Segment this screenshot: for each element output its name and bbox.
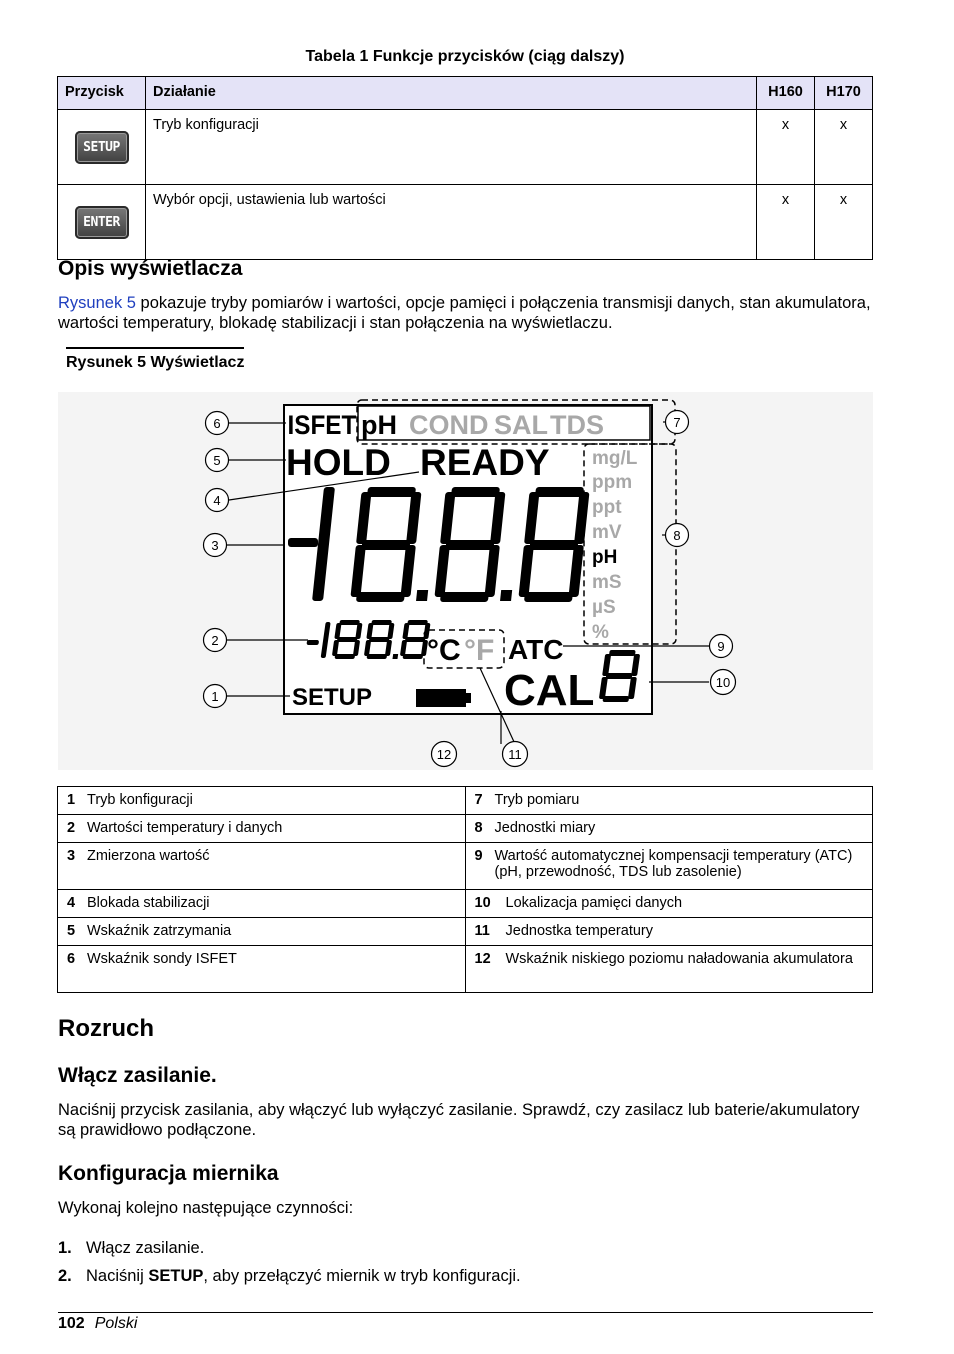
legend-text: Wskaźnik niskiego poziomu naładowania akumulatora xyxy=(505,951,853,967)
callout-number: 1 xyxy=(211,689,219,704)
setup-key-icon: SETUP xyxy=(75,131,129,164)
legend-text: Wartości temperatury i danych xyxy=(87,820,283,836)
callout-number: 11 xyxy=(508,747,522,762)
table-row: 2 Wartości temperatury i danych 8 Jednostki miary xyxy=(58,815,873,843)
power-on-heading: Włącz zasilanie. xyxy=(58,1064,217,1087)
unit-ph: pH xyxy=(592,547,618,568)
callout-number: 2 xyxy=(211,633,219,648)
page-footer xyxy=(58,1312,873,1333)
legend-text: Jednostka temperatury xyxy=(505,923,653,939)
column-header: Działanie xyxy=(146,77,757,110)
table-row xyxy=(58,110,873,185)
display-figure xyxy=(58,392,873,770)
atc-indicator: ATC xyxy=(508,634,564,665)
legend-text: Wskaźnik zatrzymania xyxy=(87,923,232,939)
callout-number: 4 xyxy=(213,493,221,508)
callout-number: 7 xyxy=(673,415,681,430)
callout-number: 10 xyxy=(715,675,731,690)
callout-number: 3 xyxy=(211,538,219,553)
celsius-indicator: °C xyxy=(427,634,461,667)
display-section-text: Rysunek 5 pokazuje tryby pomiarów i wartości, opcje pamięci i połączenia transmisji danych, stan akumulatora, wartości temperatury, blokadę stabilizacji i stan połączenia na wyświetlaczu. xyxy=(58,294,871,332)
column-header: H170 xyxy=(815,77,873,110)
mode-sal: SAL xyxy=(494,410,548,440)
h170-cell: x xyxy=(815,185,873,260)
unit-us: µS xyxy=(592,597,616,618)
unit-mv: mV xyxy=(592,522,622,543)
cal-indicator: CAL xyxy=(504,666,595,715)
button-functions-table xyxy=(57,76,873,260)
mode-tds: TDS xyxy=(550,410,604,440)
hold-indicator: HOLD xyxy=(286,442,391,483)
ready-indicator: READY xyxy=(420,442,550,483)
legend-text: Wartość automatycznej kompensacji temperatury (ATC) (pH, przewodność, TDS lub zasolenie) xyxy=(494,848,853,880)
table-row: 3 Zmierzona wartość 9 Wartość automatycznej kompensacji temperatury (ATC) (pH, przewodność, TDS lub zasolenie) xyxy=(58,843,873,890)
figure-link[interactable]: Rysunek 5 xyxy=(58,294,136,312)
lcd-display-diagram xyxy=(58,392,873,770)
table-row: 1 Tryb konfiguracji 7 Tryb pomiaru xyxy=(58,787,873,815)
column-header: H160 xyxy=(757,77,815,110)
key-cell xyxy=(58,110,146,185)
mode-cond: COND xyxy=(409,410,489,440)
callout-number: 8 xyxy=(673,528,681,543)
steps-list xyxy=(58,1239,521,1295)
figure-caption: Rysunek 5 Wyświetlacz xyxy=(66,347,244,372)
page-number: 102 xyxy=(58,1315,85,1332)
key-cell xyxy=(58,185,146,260)
unit-ms: mS xyxy=(592,572,622,593)
battery-icon xyxy=(416,689,466,707)
meter-config-heading: Konfiguracja miernika xyxy=(58,1162,279,1185)
legend-text: Lokalizacja pamięci danych xyxy=(505,895,683,911)
display-section-heading: Opis wyświetlacza xyxy=(58,257,243,280)
setup-indicator: SETUP xyxy=(292,684,373,711)
h160-cell: x xyxy=(757,110,815,185)
callout-number: 6 xyxy=(213,416,221,431)
table-row: 5 Wskaźnik zatrzymania 11 Jednostka temperatury xyxy=(58,918,873,946)
fahrenheit-indicator: °F xyxy=(464,634,495,667)
callout-number: 12 xyxy=(436,747,452,762)
column-header: Przycisk xyxy=(58,77,146,110)
footer-language: Polski xyxy=(94,1315,138,1332)
legend-text: Jednostki miary xyxy=(494,820,596,836)
enter-key-icon: ENTER xyxy=(75,206,129,239)
unit-mgl: mg/L xyxy=(592,448,638,469)
table-caption: Tabela 1 Funkcje przycisków (ciąg dalszy) xyxy=(305,48,625,65)
callout-number: 5 xyxy=(213,453,221,468)
mode-ph: pH xyxy=(361,410,397,440)
table-row: 6 Wskaźnik sondy ISFET 12 Wskaźnik niskiego poziomu naładowania akumulatora xyxy=(58,946,873,993)
legend-text: Tryb konfiguracji xyxy=(87,792,193,808)
legend-text: Wskaźnik sondy ISFET xyxy=(87,951,237,967)
table-row: 4 Blokada stabilizacji 10 Lokalizacja pamięci danych xyxy=(58,890,873,918)
figure-legend-table xyxy=(57,786,873,993)
legend-text: Zmierzona wartość xyxy=(87,848,210,864)
callout-number: 9 xyxy=(717,639,725,654)
legend-text: Tryb pomiaru xyxy=(494,792,580,808)
action-cell: Wybór opcji, ustawienia lub wartości xyxy=(146,185,757,260)
list-item: 2. Naciśnij SETUP, aby przełączyć miernik w tryb konfiguracji. xyxy=(58,1267,521,1285)
action-cell: Tryb konfiguracji xyxy=(146,110,757,185)
meter-config-intro: Wykonaj kolejno następujące czynności: xyxy=(58,1199,354,1217)
h160-cell: x xyxy=(757,185,815,260)
legend-text: Blokada stabilizacji xyxy=(87,895,210,911)
isfet-indicator: ISFET xyxy=(287,410,357,441)
table-header-row xyxy=(58,77,873,110)
startup-heading: Rozruch xyxy=(58,1015,154,1042)
power-on-text: Naciśnij przycisk zasilania, aby włączyć lub wyłączyć zasilanie. Sprawdź, czy zasilacz lub baterie/akumulatory są prawidłowo podłączone. xyxy=(58,1101,860,1139)
unit-percent: % xyxy=(592,622,609,643)
h170-cell: x xyxy=(815,110,873,185)
list-item: 1. Włącz zasilanie. xyxy=(58,1239,205,1257)
unit-ppt: ppt xyxy=(592,497,622,518)
unit-ppm: ppm xyxy=(592,472,633,493)
table-row xyxy=(58,185,873,260)
